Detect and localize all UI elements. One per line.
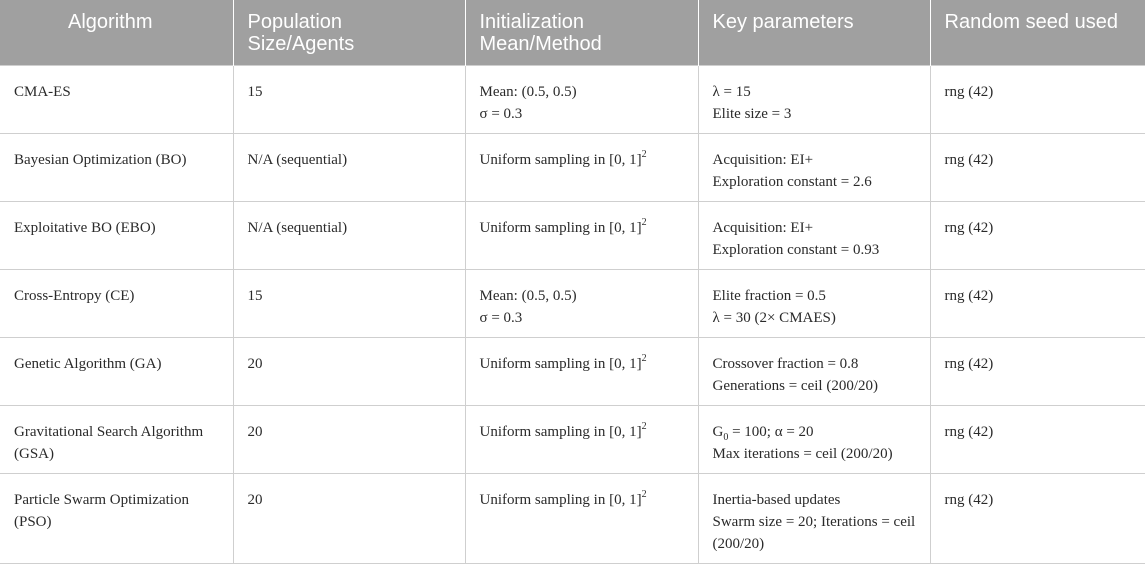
- cell-population: N/A (sequential): [233, 202, 465, 270]
- init-line: Uniform sampling in [0, 1]: [479, 152, 642, 168]
- table-body: [0, 66, 1145, 564]
- param-line: Max iterations = ceil (200/20): [712, 446, 893, 462]
- cell-algorithm: Exploitative BO (EBO): [0, 202, 233, 270]
- cell-key-parameters: [698, 406, 930, 474]
- param-line: [713, 421, 916, 443]
- param-line: Swarm size = 20; Iterations = ceil (200/20): [712, 514, 916, 552]
- param-line: Exploration constant = 0.93: [712, 242, 880, 258]
- table-row: [0, 202, 1145, 270]
- param-line: Inertia-based updates: [712, 492, 841, 508]
- cell-population: N/A (sequential): [233, 134, 465, 202]
- cell-seed: rng (42): [930, 270, 1145, 338]
- cell-seed: rng (42): [930, 66, 1145, 134]
- init-line: Uniform sampling in [0, 1]: [479, 220, 642, 236]
- cell-algorithm: Gravitational Search Algorithm (GSA): [0, 406, 233, 474]
- superscript: 2: [641, 421, 647, 432]
- cell-seed: rng (42): [930, 406, 1145, 474]
- cell-population: 15: [233, 66, 465, 134]
- cell-initialization: [465, 66, 698, 134]
- subscript: 0: [723, 432, 729, 443]
- param-line: Elite fraction = 0.5: [712, 288, 826, 304]
- table-row: [0, 270, 1145, 338]
- init-line: Uniform sampling in [0, 1]: [479, 356, 642, 372]
- cell-initialization: [465, 134, 698, 202]
- cell-algorithm: Genetic Algorithm (GA): [0, 338, 233, 406]
- header-population: Population Size/Agents: [233, 0, 465, 66]
- param-line: λ = 30 (2× CMAES): [712, 310, 836, 326]
- cell-population: 15: [233, 270, 465, 338]
- param-line: Generations = ceil (200/20): [712, 378, 878, 394]
- param-line: Acquisition: EI+: [712, 220, 814, 236]
- init-line: Mean: (0.5, 0.5): [479, 84, 577, 100]
- header-initialization: Initialization Mean/Method: [465, 0, 698, 66]
- header-row: [0, 0, 1145, 66]
- header-key-parameters: Key parameters: [698, 0, 930, 66]
- cell-algorithm: Bayesian Optimization (BO): [0, 134, 233, 202]
- table-row: [0, 406, 1145, 474]
- cell-initialization: [465, 474, 698, 564]
- cell-key-parameters: [698, 270, 930, 338]
- cell-algorithm: CMA-ES: [0, 66, 233, 134]
- cell-initialization: [465, 202, 698, 270]
- superscript: 2: [641, 353, 647, 364]
- cell-key-parameters: [698, 202, 930, 270]
- table-header: [0, 0, 1145, 66]
- init-line: σ = 0.3: [479, 310, 523, 326]
- param-line: Crossover fraction = 0.8: [712, 356, 859, 372]
- superscript: 2: [641, 149, 647, 160]
- init-line: Mean: (0.5, 0.5): [479, 288, 577, 304]
- cell-initialization: [465, 406, 698, 474]
- cell-population: 20: [233, 474, 465, 564]
- param-line: Acquisition: EI+: [712, 152, 814, 168]
- cell-algorithm: Particle Swarm Optimization (PSO): [0, 474, 233, 564]
- header-random-seed: Random seed used: [930, 0, 1145, 66]
- cell-initialization: [465, 270, 698, 338]
- init-line: Uniform sampling in [0, 1]: [479, 492, 642, 508]
- init-line: Uniform sampling in [0, 1]: [479, 424, 642, 440]
- cell-key-parameters: [698, 474, 930, 564]
- param-line: Elite size = 3: [712, 106, 792, 122]
- superscript: 2: [641, 217, 647, 228]
- table-row: [0, 134, 1145, 202]
- table-row: [0, 66, 1145, 134]
- superscript: 2: [641, 489, 647, 500]
- cell-algorithm: Cross-Entropy (CE): [0, 270, 233, 338]
- cell-seed: rng (42): [930, 338, 1145, 406]
- cell-seed: rng (42): [930, 134, 1145, 202]
- param-line: Exploration constant = 2.6: [712, 174, 872, 190]
- param-line: λ = 15: [712, 84, 751, 100]
- cell-key-parameters: [698, 134, 930, 202]
- cell-seed: rng (42): [930, 474, 1145, 564]
- param-text: = 100; α = 20: [728, 424, 814, 440]
- cell-key-parameters: [698, 338, 930, 406]
- header-algorithm: Algorithm: [0, 0, 233, 66]
- table-row: [0, 474, 1145, 564]
- table-row: [0, 338, 1145, 406]
- cell-population: 20: [233, 338, 465, 406]
- cell-population: 20: [233, 406, 465, 474]
- param-symbol: G: [712, 424, 724, 440]
- cell-seed: rng (42): [930, 202, 1145, 270]
- cell-initialization: [465, 338, 698, 406]
- cell-key-parameters: [698, 66, 930, 134]
- init-line: σ = 0.3: [479, 106, 523, 122]
